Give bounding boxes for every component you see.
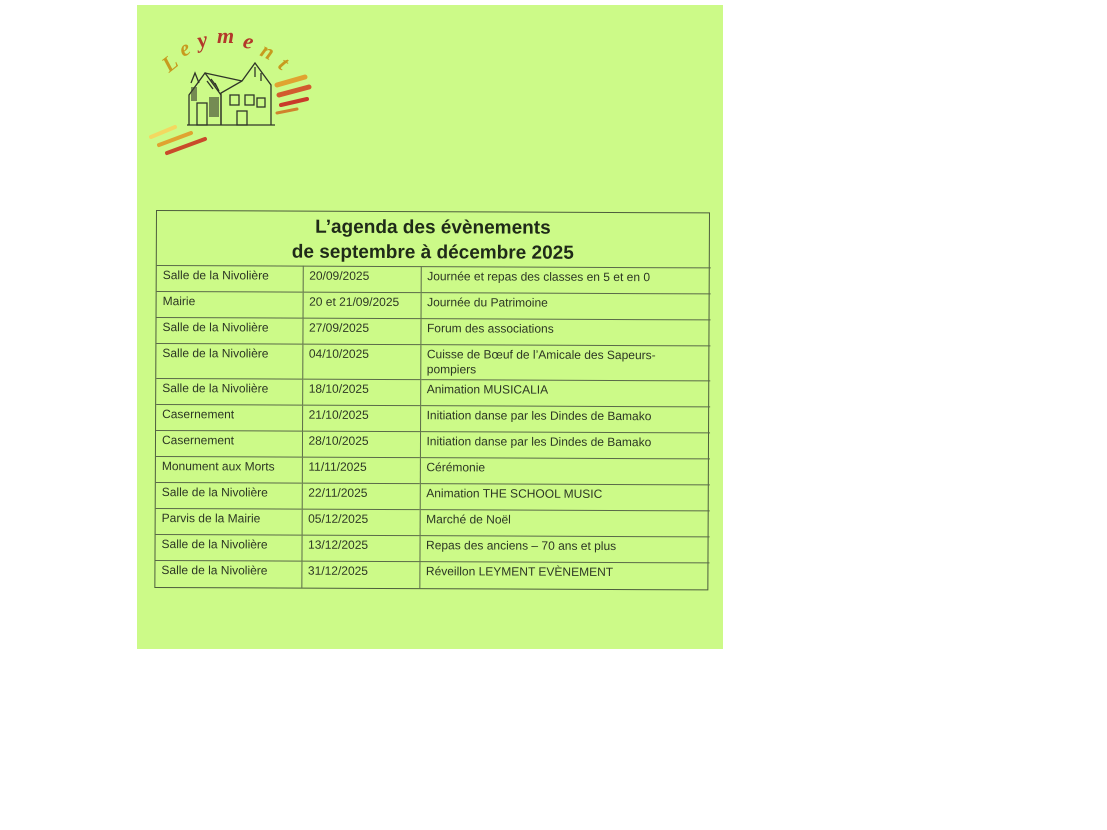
- table-row: [156, 457, 710, 485]
- table-row: [156, 379, 710, 407]
- event-date-cell: 13/12/2025: [301, 535, 419, 562]
- svg-text:e: e: [174, 34, 194, 62]
- agenda-title: [157, 211, 709, 267]
- table-row: [155, 561, 709, 589]
- table-row: [156, 405, 710, 433]
- event-date-cell: 04/10/2025: [302, 344, 420, 380]
- events-table: [155, 265, 710, 589]
- svg-text:y: y: [194, 26, 210, 53]
- event-place-cell: Salle de la Nivolière: [157, 266, 303, 293]
- event-place-cell: Salle de la Nivolière: [156, 318, 302, 345]
- event-place-cell: Monument aux Morts: [156, 457, 302, 484]
- village-house-icon: [147, 23, 322, 158]
- event-name-cell: Initiation danse par les Dindes de Bamako: [420, 406, 710, 433]
- event-name-cell: Repas des anciens – 70 ans et plus: [419, 536, 709, 563]
- event-name-cell: Cuisse de Bœuf de l’Amicale des Sapeurs-pompiers: [420, 345, 710, 381]
- agenda-flyer: [137, 5, 723, 649]
- event-date-cell: 27/09/2025: [302, 318, 420, 345]
- event-place-cell: Casernement: [156, 405, 302, 432]
- svg-text:e: e: [240, 27, 257, 55]
- event-name-cell: Animation MUSICALIA: [420, 380, 710, 407]
- table-row: [157, 292, 711, 320]
- event-place-cell: Casernement: [156, 431, 302, 458]
- event-date-cell: 21/10/2025: [302, 405, 420, 432]
- event-place-cell: Salle de la Nivolière: [155, 535, 301, 562]
- event-date-cell: 22/11/2025: [302, 483, 420, 510]
- event-place-cell: Salle de la Nivolière: [155, 561, 301, 588]
- agenda-title-line1: L’agenda des évènements: [315, 216, 551, 239]
- table-row: [157, 266, 711, 294]
- event-date-cell: 11/11/2025: [302, 457, 420, 484]
- event-place-cell: Salle de la Nivolière: [156, 483, 302, 510]
- event-place-cell: Parvis de la Mairie: [156, 509, 302, 536]
- table-row: [155, 535, 709, 563]
- event-date-cell: 20 et 21/09/2025: [303, 292, 421, 319]
- table-row: [156, 318, 710, 346]
- svg-text:t: t: [273, 51, 295, 75]
- event-date-cell: 20/09/2025: [303, 266, 421, 293]
- svg-text:n: n: [256, 37, 279, 65]
- svg-text:L: L: [156, 48, 183, 77]
- event-name-cell: Cérémonie: [420, 458, 710, 485]
- agenda-title-line2: de septembre à décembre 2025: [291, 241, 574, 264]
- event-date-cell: 05/12/2025: [302, 509, 420, 536]
- table-row: [156, 509, 710, 537]
- event-date-cell: 28/10/2025: [302, 431, 420, 458]
- event-place-cell: Salle de la Nivolière: [156, 344, 302, 380]
- table-row: [156, 431, 710, 459]
- leyment-logo: [147, 23, 322, 158]
- event-name-cell: Journée et repas des classes en 5 et en 0: [421, 267, 711, 294]
- event-name-cell: Marché de Noël: [420, 510, 710, 537]
- table-row: [156, 483, 710, 511]
- event-place-cell: Mairie: [157, 292, 303, 319]
- event-name-cell: Animation THE SCHOOL MUSIC: [420, 484, 710, 511]
- event-name-cell: Forum des associations: [420, 319, 710, 346]
- event-place-cell: Salle de la Nivolière: [156, 379, 302, 406]
- svg-text:m: m: [217, 23, 235, 48]
- event-name-cell: Journée du Patrimoine: [421, 293, 711, 320]
- table-row: [156, 344, 710, 381]
- event-date-cell: 18/10/2025: [302, 379, 420, 406]
- event-date-cell: 31/12/2025: [301, 561, 419, 588]
- event-name-cell: Réveillon LEYMENT EVÈNEMENT: [419, 562, 709, 589]
- agenda-table: [154, 210, 710, 590]
- event-name-cell: Initiation danse par les Dindes de Bamako: [420, 432, 710, 459]
